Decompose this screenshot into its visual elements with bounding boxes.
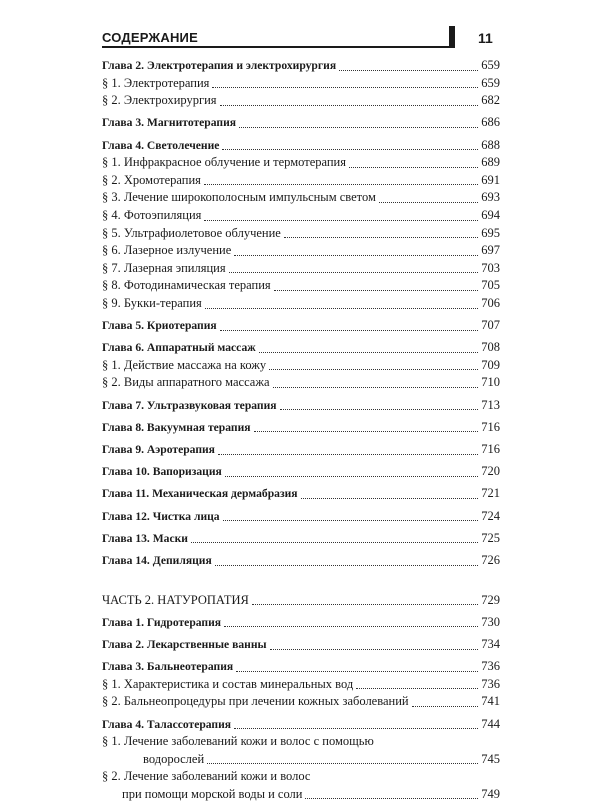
toc-section-row[interactable]: [102, 225, 500, 243]
dot-leader: [273, 386, 479, 388]
toc-entry-title: § 2. Бальнеопроцедуры при лечении кожных заболеваний: [102, 694, 409, 709]
dot-leader: [356, 687, 478, 689]
dot-leader: [236, 670, 478, 672]
toc-entry-title: Глава 3. Бальнеотерапия: [102, 660, 234, 674]
toc-entry-title-cont: водорослей: [143, 751, 205, 766]
toc-entry-title: § 2. Виды аппаратного массажа: [102, 375, 270, 390]
table-of-contents: [102, 57, 500, 803]
toc-chapter-row[interactable]: [102, 114, 500, 132]
toc-chapter-row[interactable]: [102, 441, 500, 459]
toc-entry-title: Глава 2. Лекарственные ванны: [102, 637, 267, 651]
dot-leader: [252, 603, 478, 605]
dot-leader: [349, 166, 478, 168]
toc-entry-title: § 1. Электротерапия: [102, 75, 210, 90]
dot-leader: [269, 368, 478, 370]
dot-leader: [280, 408, 479, 410]
toc-entry-title: Глава 5. Криотерапия: [102, 319, 217, 333]
toc-chapter-row[interactable]: [102, 636, 500, 654]
toc-entry-title: Глава 4. Талассотерапия: [102, 717, 232, 731]
toc-entry-title: § 9. Букки-терапия: [102, 295, 202, 310]
dot-leader: [222, 148, 478, 150]
toc-entry-page: 725: [481, 530, 500, 545]
toc-section-row[interactable]: [102, 75, 500, 93]
toc-section-row[interactable]: [102, 207, 500, 225]
dot-leader: [224, 625, 478, 627]
toc-chapter-row[interactable]: [102, 552, 500, 570]
dot-leader: [220, 329, 479, 331]
toc-chapter-row[interactable]: [102, 530, 500, 548]
toc-section-row[interactable]: [102, 277, 500, 295]
toc-section-row[interactable]: [102, 295, 500, 313]
dot-leader: [412, 705, 479, 707]
toc-section-row[interactable]: [102, 154, 500, 172]
toc-entry-title: Глава 4. Светолечение: [102, 138, 220, 152]
dot-leader: [225, 475, 478, 477]
toc-entry-page: 745: [481, 751, 500, 766]
toc-section-row[interactable]: [102, 751, 500, 769]
page-number: 11: [478, 30, 493, 46]
dot-leader: [204, 219, 478, 221]
dot-leader: [274, 289, 479, 291]
dot-leader: [223, 519, 479, 521]
toc-entry-page: 659: [481, 58, 500, 72]
toc-entry-page: 716: [481, 419, 500, 434]
toc-entry-page: 707: [481, 318, 500, 333]
toc-section-row[interactable]: [102, 189, 500, 207]
toc-entry-page: 734: [481, 636, 500, 651]
toc-part-row[interactable]: [102, 592, 500, 610]
toc-chapter-row[interactable]: [102, 339, 500, 357]
section-title: СОДЕРЖАНИЕ: [102, 30, 198, 45]
toc-entry-page: 693: [481, 190, 500, 205]
toc-section-row[interactable]: [102, 92, 500, 110]
toc-chapter-row[interactable]: [102, 463, 500, 481]
dot-leader: [305, 797, 478, 799]
toc-entry-title: Глава 12. Чистка лица: [102, 509, 220, 523]
toc-entry-title: § 6. Лазерное излучение: [102, 243, 232, 258]
dot-leader: [234, 727, 478, 729]
toc-entry-page: 720: [481, 464, 500, 479]
toc-entry-page: 710: [481, 375, 500, 390]
header-rule: [102, 46, 452, 48]
toc-entry-page: 708: [481, 340, 500, 355]
toc-entry-page: 744: [481, 716, 500, 731]
toc-entry-page: 689: [481, 155, 500, 170]
dot-leader: [229, 271, 479, 273]
dot-leader: [207, 762, 478, 764]
dot-leader: [239, 126, 478, 128]
toc-entry-page: 697: [481, 243, 500, 258]
toc-entry-page: 724: [481, 508, 500, 523]
toc-entry-title-cont: при помощи морской воды и соли: [122, 786, 303, 801]
toc-entry-title: Глава 9. Аэротерапия: [102, 443, 215, 457]
dot-leader: [259, 351, 479, 353]
toc-chapter-row[interactable]: [102, 485, 500, 503]
toc-entry-page: 721: [481, 486, 500, 501]
toc-entry-page: 705: [481, 278, 500, 293]
toc-entry-title: Глава 2. Электротерапия и электрохирургия: [102, 59, 337, 72]
dot-leader: [379, 201, 478, 203]
toc-section-row[interactable]: [102, 786, 500, 803]
toc-entry-title: § 5. Ультрафиолетовое облучение: [102, 225, 281, 240]
toc-chapter-row[interactable]: [102, 716, 500, 734]
toc-entry-page: 682: [481, 93, 500, 108]
toc-entry-page: 730: [481, 614, 500, 629]
running-header: [102, 26, 500, 50]
toc-section-row[interactable]: [102, 260, 500, 278]
toc-entry-title: Глава 10. Вапоризация: [102, 465, 222, 479]
toc-entry-page: 691: [481, 172, 500, 187]
toc-entry-title: § 7. Лазерная эпиляция: [102, 260, 226, 275]
toc-entry-title: Глава 14. Депиляция: [102, 553, 212, 567]
toc-entry-page: 694: [481, 207, 500, 222]
toc-chapter-row[interactable]: [102, 57, 500, 75]
dot-leader: [234, 254, 478, 256]
toc-chapter-row[interactable]: [102, 317, 500, 335]
toc-section-line: § 2. Лечение заболеваний кожи и волос: [102, 769, 311, 784]
toc-entry-page: 703: [481, 260, 500, 275]
dot-leader: [254, 430, 479, 432]
dot-leader: [284, 236, 478, 238]
toc-entry-page: 726: [481, 552, 500, 567]
dot-leader: [218, 453, 478, 455]
toc-section-line: § 1. Лечение заболеваний кожи и волос с помощью: [102, 734, 374, 749]
toc-section-row[interactable]: [102, 357, 500, 375]
toc-entry-title: § 3. Лечение широкополосным импульсным светом: [102, 190, 376, 205]
dot-leader: [339, 69, 478, 71]
toc-chapter-row[interactable]: [102, 658, 500, 676]
toc-entry-title: Глава 6. Аппаратный массаж: [102, 341, 256, 355]
toc-entry-title: § 4. Фотоэпиляция: [102, 207, 202, 222]
dot-leader: [220, 104, 479, 106]
dot-leader: [215, 564, 479, 566]
toc-entry-title: § 1. Инфракрасное облучение и термотерапия: [102, 155, 347, 170]
toc-chapter-row[interactable]: [102, 397, 500, 415]
toc-section-row[interactable]: [102, 172, 500, 190]
toc-entry-title: Глава 11. Механическая дермабразия: [102, 487, 298, 501]
toc-entry-page: 736: [481, 676, 500, 691]
toc-entry-page: 706: [481, 295, 500, 310]
header-bar: [449, 26, 455, 48]
toc-section-row[interactable]: [102, 242, 500, 260]
toc-entry-title: Глава 8. Вакуумная терапия: [102, 420, 251, 434]
toc-entry-page: 709: [481, 357, 500, 372]
toc-entry-title: § 1. Характеристика и состав минеральных вод: [102, 676, 354, 691]
toc-entry-page: 729: [481, 592, 500, 607]
toc-entry-title: Глава 7. Ультразвуковая терапия: [102, 398, 277, 412]
toc-entry-title: Глава 13. Маски: [102, 531, 188, 545]
toc-entry-page: 659: [481, 75, 500, 90]
toc-section-row[interactable]: [102, 374, 500, 392]
toc-entry-page: 741: [481, 694, 500, 709]
dot-leader: [301, 497, 479, 499]
toc-entry-title: § 8. Фотодинамическая терапия: [102, 278, 271, 293]
toc-entry-title: Глава 1. Гидротерапия: [102, 615, 222, 629]
toc-chapter-row[interactable]: [102, 419, 500, 437]
toc-entry-page: 736: [481, 659, 500, 674]
dot-leader: [205, 307, 478, 309]
toc-entry-title: § 2. Электрохирургия: [102, 93, 217, 108]
toc-section-row[interactable]: [102, 676, 500, 694]
toc-entry-page: 749: [481, 786, 500, 801]
dot-leader: [191, 541, 478, 543]
dot-leader: [212, 86, 478, 88]
dot-leader: [270, 648, 479, 650]
toc-part-title: ЧАСТЬ 2. НАТУРОПАТИЯ: [102, 592, 249, 607]
toc-entry-page: 713: [481, 397, 500, 412]
toc-chapter-row[interactable]: [102, 508, 500, 526]
toc-entry-title: Глава 3. Магнитотерапия: [102, 116, 237, 130]
toc-entry-page: 686: [481, 115, 500, 130]
toc-chapter-row[interactable]: [102, 137, 500, 155]
toc-entry-title: § 1. Действие массажа на кожу: [102, 357, 267, 372]
toc-entry-page: 688: [481, 137, 500, 152]
toc-entry-page: 716: [481, 442, 500, 457]
toc-entry-page: 695: [481, 225, 500, 240]
toc-chapter-row[interactable]: [102, 614, 500, 632]
toc-entry-title: § 2. Хромотерапия: [102, 172, 201, 187]
dot-leader: [204, 183, 478, 185]
toc-section-row[interactable]: [102, 693, 500, 711]
